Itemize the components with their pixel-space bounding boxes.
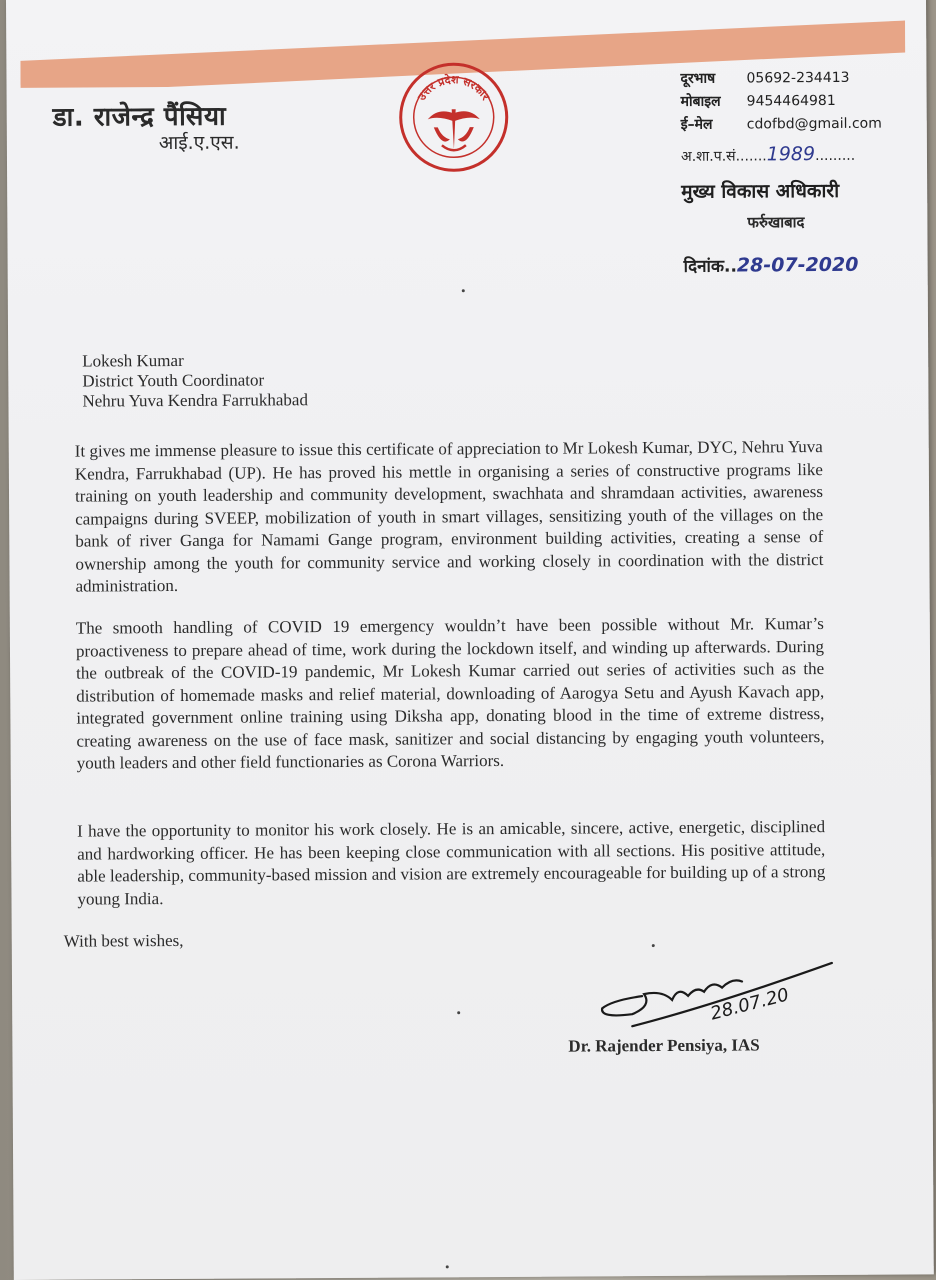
letter-page [6, 0, 934, 1280]
contact-email-value: cdofbd@gmail.com [746, 115, 882, 133]
district: फर्रुखाबाद [747, 213, 805, 232]
paper-speck [462, 289, 465, 292]
reference-number-line: अ.शा.प.सं.......1989......... [680, 143, 856, 166]
date-label: दिनांक [683, 256, 725, 277]
signature-date: 28.07.20 [708, 984, 792, 1025]
handwritten-signature [592, 955, 842, 1037]
contact-phone [680, 67, 881, 91]
contact-phone-value: 05692-234413 [746, 69, 850, 87]
paper-speck [457, 1011, 460, 1014]
emblem-text: उत्तर प्रदेश सरकार [415, 73, 493, 103]
addressee-title: District Youth Coordinator [82, 370, 265, 391]
paper-speck [446, 1265, 449, 1268]
closing-line: With best wishes, [63, 930, 184, 951]
svg-text:उत्तर प्रदेश सरकार [414, 72, 492, 104]
addressee-name: Lokesh Kumar [82, 350, 184, 371]
designation: मुख्य विकास अधिकारी [681, 179, 840, 203]
reference-label: अ.शा.प.सं. [680, 148, 741, 165]
contact-phone-label: दूरभाष [680, 70, 716, 87]
addressee-office: Nehru Yuva Kendra Farrukhabad [82, 390, 308, 411]
paper-speck [652, 944, 655, 947]
contact-mobile [681, 90, 882, 114]
contact-mobile-label: मोबाइल [680, 93, 721, 110]
date-value: 28-07-2020 [736, 253, 859, 277]
contact-mobile-value: 9454464981 [746, 92, 836, 110]
body-paragraph-1: It gives me immense pleasure to issue this certificate of appreciation to Mr Lokesh Kumar, DYC, Nehru Yuva Kendra, Farrukhabad (UP). He has proved his mettle in organising a series of constructive programs like training on youth leadership and community development, swachhata and shramdaan activities, awareness campaigns during SVEEP, mobilization of youth in smart villages, sensitizing youth of the villages on the bank of river Ganga for Namami Gange program, environment building activities, creating a sense of ownership among the youth for community service and working closely in coordination with the district administration. [74, 437, 824, 596]
contact-block [680, 67, 882, 137]
date-line: दिनांक..28-07-2020 [683, 253, 859, 277]
addressee-block [82, 350, 308, 411]
signatory-name: Dr. Rajender Pensiya, IAS [568, 1035, 760, 1056]
up-government-emblem-icon [397, 61, 510, 174]
officer-service-hindi: आई.ए.एस. [158, 131, 240, 155]
contact-email [681, 113, 882, 137]
body-paragraph-3: I have the opportunity to monitor his work closely. He is an amicable, sincere, active, energetic, disciplined and hardworking officer. He has been keeping close communication with all sections. His positive attitude, able leadership, community-based mission and vision are extremely encourageable for building up of a strong young India. [77, 817, 826, 909]
body-paragraph-2: The smooth handling of COVID 19 emergency wouldn’t have been possible without Mr. Kumar’s proactiveness to prepare ahead of time, work during the lockdown itself, and winding up afterwards. During the outbreak of the COVID-19 pandemic, Mr Lokesh Kumar carried out series of activities such as the distribution of homemade masks and relief material, downloading of Aarogya Setu and Ayush Kavach app, integrated government online training using Diksha app, donating blood in the time of extreme distress, creating awareness on the use of face mask, sanitizer and social distancing by engaging youth volunteers, youth leaders and other field functionaries as Corona Warriors. [75, 614, 825, 773]
reference-number: 1989 [766, 143, 816, 166]
contact-email-label: ई–मेल [680, 116, 713, 133]
officer-name-hindi: डा. राजेन्द्र पैंसिया [52, 101, 227, 133]
